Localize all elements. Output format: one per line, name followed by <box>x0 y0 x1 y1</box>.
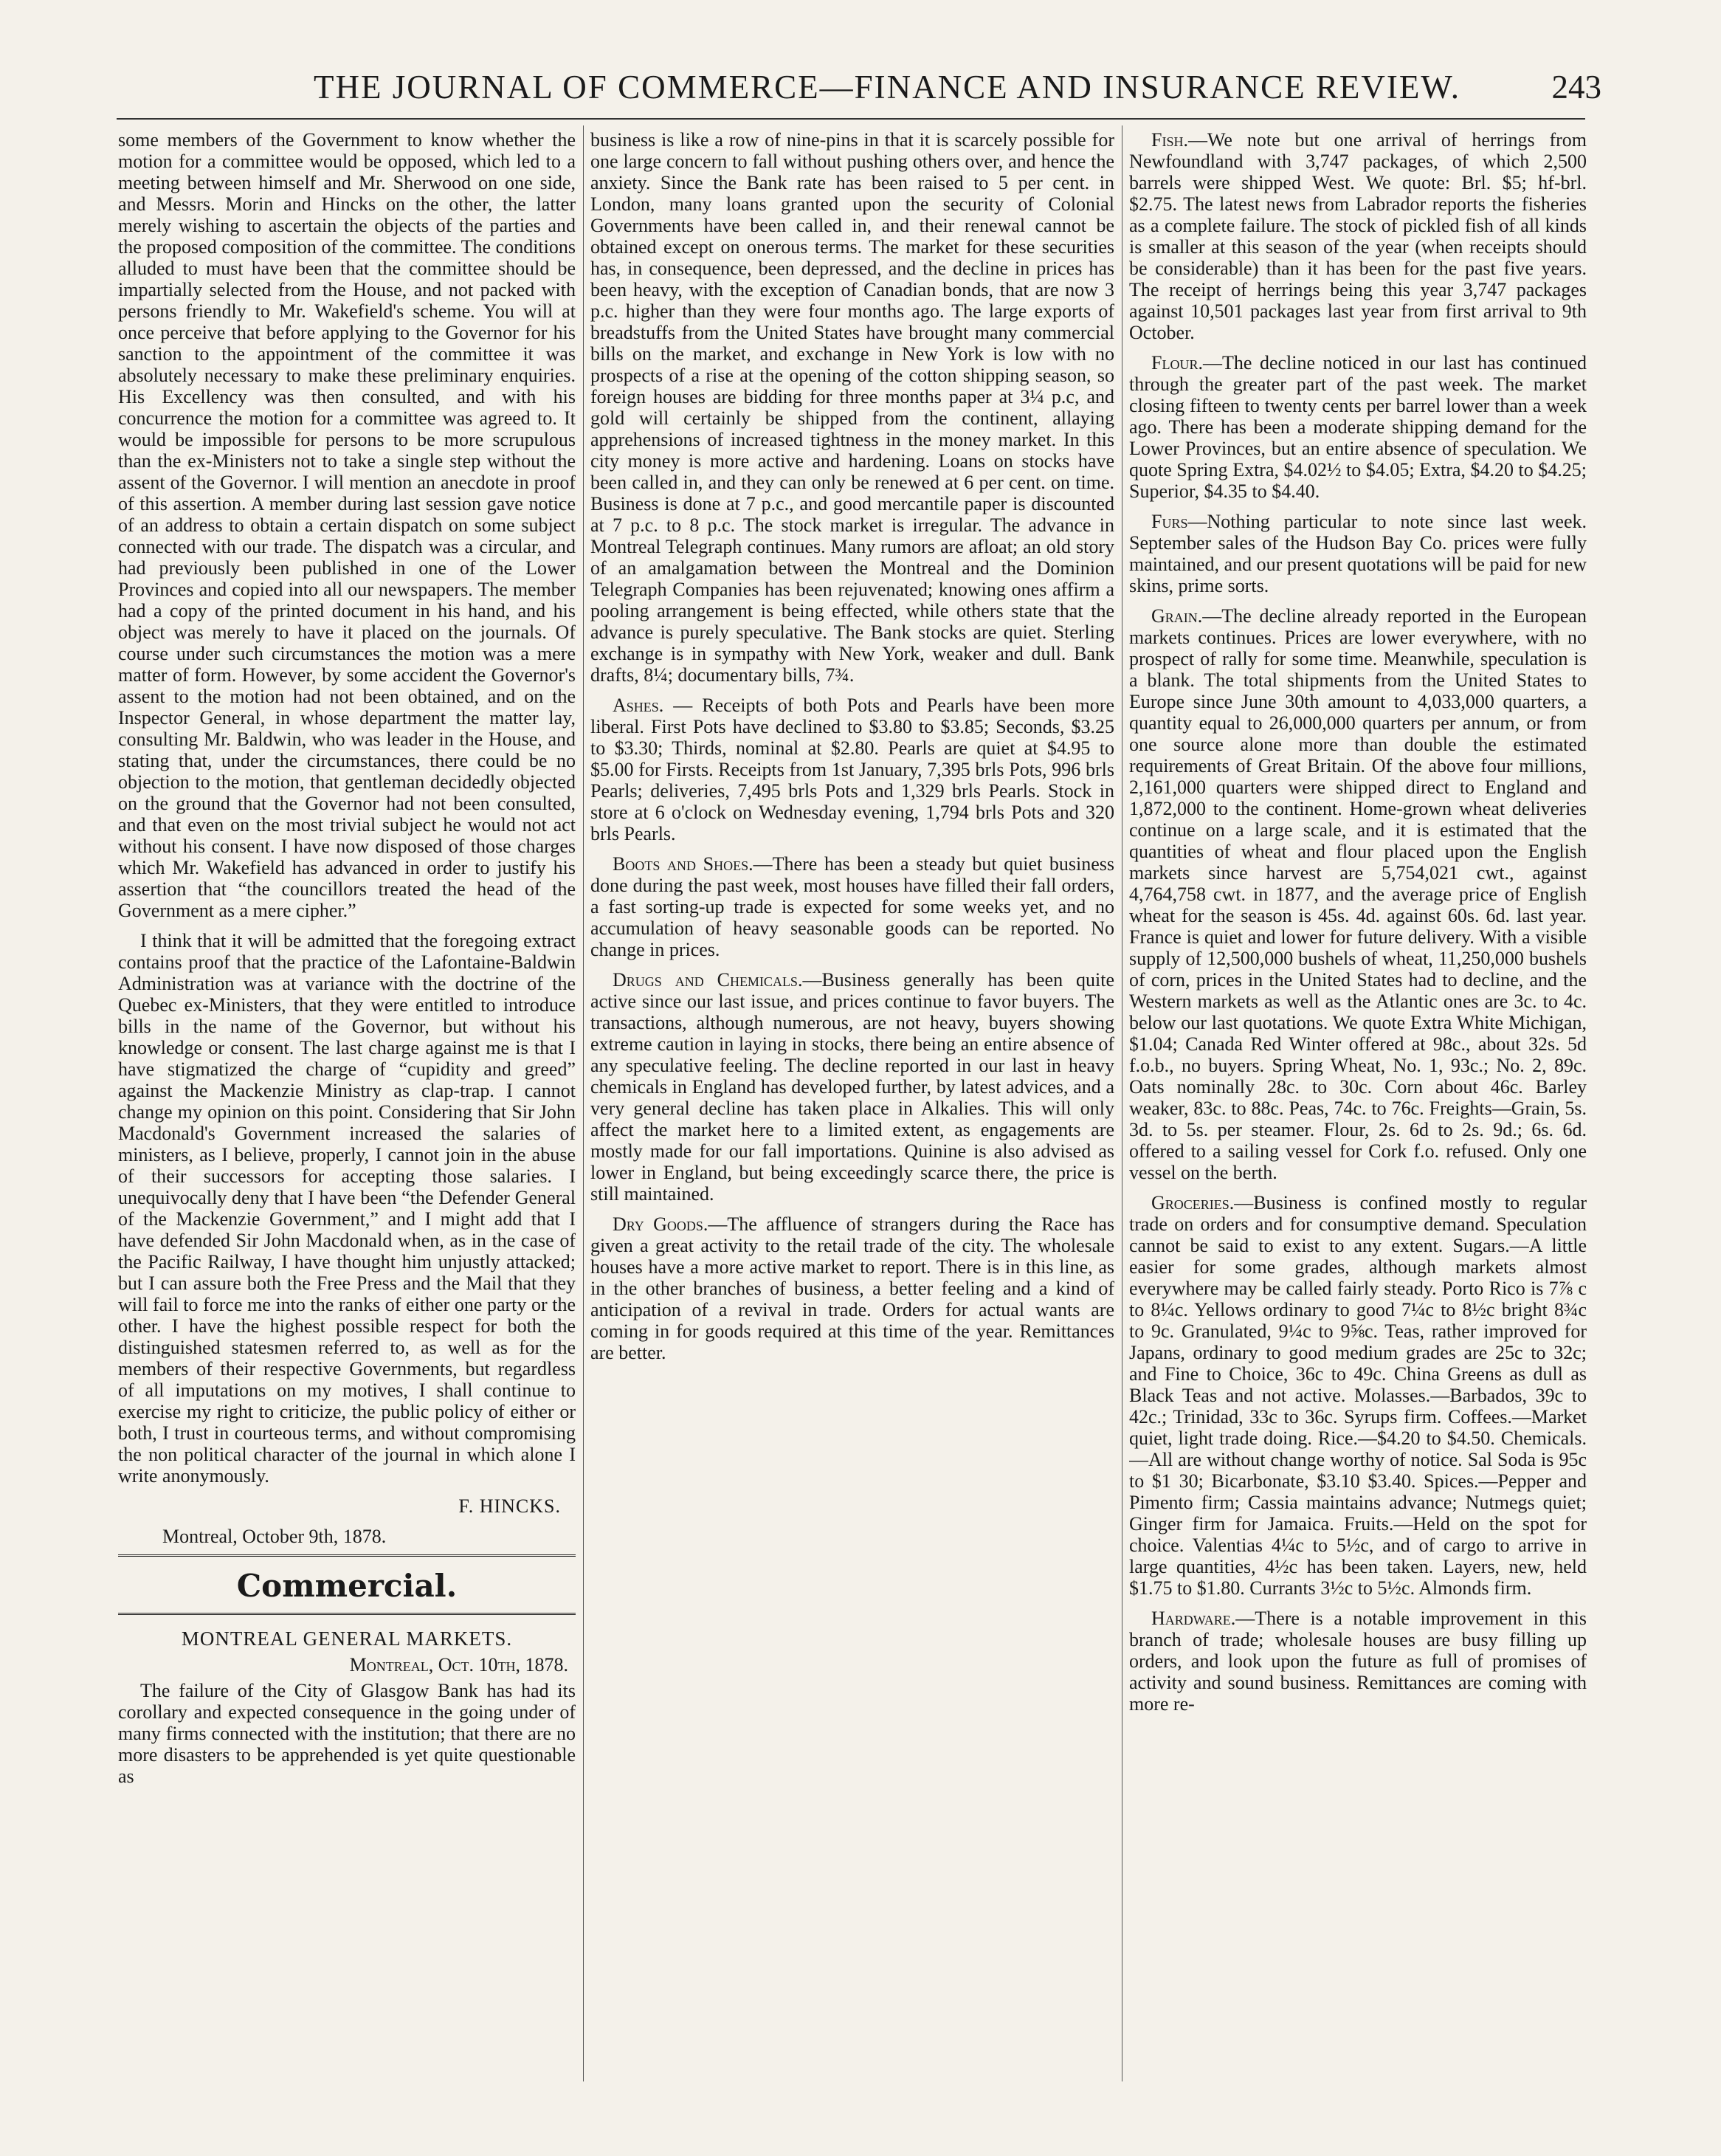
hardware-heading: Hardware. <box>1151 1608 1236 1629</box>
ashes-heading: Ashes. <box>613 695 664 716</box>
ashes-paragraph <box>590 695 1114 844</box>
page-number: 243 <box>1551 69 1601 106</box>
groceries-paragraph <box>1129 1192 1587 1599</box>
groceries-heading: Groceries. <box>1151 1192 1235 1213</box>
markets-title: MONTREAL GENERAL MARKETS. <box>181 1628 513 1650</box>
dry-goods-heading: Dry Goods. <box>613 1213 708 1235</box>
boots-text: —There has been a steady but quiet business done during the past week, most houses have filled their fall orders, a fast sorting-up trade is expected for some weeks yet, and no accumulation of heavy seasonable goods can be reported. No change in prices. <box>590 853 1114 960</box>
page-header <box>111 68 1601 115</box>
column-1 <box>118 129 576 2137</box>
flour-heading: Flour. <box>1151 352 1203 373</box>
drugs-paragraph <box>590 969 1114 1205</box>
furs-text: —Nothing particular to note since last week. September sales of the Hudson Bay Co. prices were fully maintained, and our present quotations will be paid for new skins, prime sorts. <box>1129 511 1587 596</box>
section-rule <box>118 1554 576 1560</box>
letter-paragraph: some members of the Government to know whether the motion for a committee would be opposed, which led to a meeting between himself and Mr. Sherwood on one side, and Messrs. Morin and Hincks on the other, the latter merely wishing to ascertain the objects of the parties and the proposed composition of the committee. The conditions alluded to must have been that the committee should be impartially selected from the House, and not packed with persons friendly to Mr. Wakefield's scheme. You will at once perceive that before applying to the Governor for his sanction to the appointment of the committee it was absolutely necessary to make these preliminary enquiries. His Excellency was then consulted, and with his concurrence the motion for a committee was agreed to. It would be impossible for persons to be more scrupulous than the ex-Ministers not to take a single step without the assent of the Governor. I will mention an anecdote in proof of this assertion. A member during last session gave notice of an address to obtain a certain dispatch on some subject connected with our trade. The dispatch was a circular, and had previously been published in one of the Lower Provinces and copied into all our newspapers. The member had a copy of the printed document in his hand, and his object was merely to have it placed on the journals. Of course under such circumstances the motion was a mere matter of form. However, by some accident the Governor's assent to the motion had not been obtained, and on the Inspector General, in whose department the matter lay, consulting Mr. Baldwin, who was leader in the House, and stating that, under the circumstances, there could be no objection to the motion, that gentleman decidedly objected on the ground that the Governor had not been consulted, and that even on the most trivial subject he would not act without his consent. I have now disposed of those charges which Mr. Wakefield has advanced in order to justify his assertion that “the councillors treated the head of the Government as a mere cipher.” <box>118 129 576 921</box>
drugs-heading: Drugs and Chemicals. <box>613 969 803 991</box>
header-rule <box>117 118 1585 120</box>
fish-text: —We note but one arrival of herrings from Newfoundland with 3,747 packages, of which 2,500 barrels were shipped West. We quote: Brl. $5; hf-brl. $2.75. The latest news from Labrador reports the fisheries as a complete failure. The stock of pickled fish of all kinds is smaller at this season of the year (when receipts should be considerable) than it has been for the past five years. The receipt of herrings being this year 3,747 packages against 10,501 packages last year from first arrival to 9th October. <box>1129 129 1587 343</box>
groceries-text: —Business is confined mostly to regular trade on orders and for consumptive demand. Speculation cannot be said to exist to any extent. Sugars.—A little easier for some grades, although markets almost everywhere may be called fairly steady. Porto Rico is 7⅞ c to 8¼c. Yellows ordinary to good 7¼c to 8½c bright 8¾c to 9c. Granulated, 9¼c to 9⅝c. Teas, rather improved for Japans, ordinary to good medium grades are 25c to 32c; and Fine to Choice, 36c to 49c. China Greens as dull as Black Teas and not active. Molasses.—Barbados, 39c to 42c.; Trinidad, 33c to 36c. Syrups firm. Coffees.—Market quiet, light trade doing. Rice.—$4.20 to $4.50. Chemicals.—All are without change worthy of notice. Sal Soda is 95c to $1 30; Bicarbonate, $3.10 $3.40. Spices.—Pepper and Pimento firm; Cassia maintains advance; Nutmegs quiet; Ginger firm for Jamaica. Fruits.—Held on the spot for choice. Valentias 4¼c to 5½c, and of cargo to arrive in large quantities, 4½c has been taken. Layers, new, held $1.75 to $1.80. Currants 3½c to 5½c. Almonds firm. <box>1129 1192 1587 1599</box>
markets-date: Montreal, Oct. 10th, 1878. <box>349 1654 568 1675</box>
market-paragraph: The failure of the City of Glasgow Bank has had its corollary and expected consequence in the going under of many firms connected with the institution; that there are no more disasters to be apprehended is yet quite questionable as <box>118 1680 576 1787</box>
dateline: Montreal, October 9th, 1878. <box>162 1526 387 1547</box>
hardware-paragraph <box>1129 1608 1587 1715</box>
column-2 <box>590 129 1114 2137</box>
furs-paragraph <box>1129 511 1587 596</box>
market-paragraph: business is like a row of nine-pins in that it is scarcely possible for one large concern to fall without pushing others over, and hence the anxiety. Since the Bank rate has been raised to 5 per cent. in London, many loans granted upon the security of Colonial Governments have been called in, and their renewal cannot be obtained except on onerous terms. The market for these securities has, in consequence, been depressed, and the decline in prices has been heavy, with the exception of Canadian bonds, that are now 3 p.c. higher than they were four months ago. The large exports of breadstuffs from the United States have brought many commercial bills on the market, and exchange in New York is low with no prospects of a rise at the opening of the cotton shipping season, so foreign houses are bidding for three months paper at 3¼ p.c, and gold will certainly be shipped from the continent, allaying apprehensions of increased tightness in the money market. In this city money is more active and hardening. Loans on stocks have been called in, and they can only be renewed at 6 per cent. on time. Business is done at 7 p.c., and good mercantile paper is discounted at 7 p.c. to 8 p.c. The stock market is irregular. The advance in Montreal Telegraph continues. Many rumors are afloat; an old story of an amalgamation between the Montreal and the Dominion Telegraph Companies has been rejuvenated; knowing ones affirm a pooling arrangement is being effected, while others state that the advance is purely speculative. The Bank stocks are quiet. Sterling exchange is in sympathy with New York, weaker and dull. Bank drafts, 8¼; documentary bills, 7¾. <box>590 129 1114 686</box>
column-3 <box>1129 129 1587 2137</box>
section-title: Commercial. <box>236 1568 458 1604</box>
signature: F. HINCKS. <box>458 1495 561 1517</box>
dry-goods-text: —The affluence of strangers during the Race has given a great activity to the retail trade of the city. The wholesale houses have a more active market to report. There is in this line, as in the other branches of business, a better feeling and a kind of anticipation of a revival in trade. Orders for actual wants are coming in for goods required at this time of the year. Remittances are better. <box>590 1213 1114 1363</box>
column-divider <box>583 125 584 2081</box>
grain-text: —The decline already reported in the European markets continues. Prices are lower everywhere, with no prospect of rally for some time. Meanwhile, speculation is a blank. The total shipments from the United States to Europe since June 30th amount to 4,033,000 quarters, a quantity equal to 26,000,000 quarters per annum, or from one source alone more than double the estimated requirements of Great Britain. Of the above four millions, 2,161,000 quarters were shipped direct to England and 1,872,000 to the continent. Home-grown wheat deliveries continue on a large scale, and it is estimated that the quantities of wheat and flour placed upon the English markets since harvest are 5,754,021 cwt., against 4,764,758 cwt. in 1877, and the average price of English wheat for the season is 45s. 4d. against 60s. 6d. last year. France is quiet and lower for future delivery. With a visible supply of 12,500,000 bushels of wheat, 11,250,000 bushels of corn, prices in the United States had to decline, and the Western markets as well as the Atlantic ones are 3c. to 4c. below our last quotations. We quote Extra White Michigan, $1.04; Canada Red Winter offered at 98c., about 32s. 5d f.o.b., no buyers. Spring Wheat, No. 1, 93c.; No. 2, 89c. Oats nominally 28c. to 30c. Corn about 46c. Barley weaker, 83c. to 88c. Peas, 74c. to 76c. Freights—Grain, 5s. 3d. to 5s. per steamer. Flour, 2s. 6d to 2s. 9d.; 6s. 6d. offered to a sailing vessel for Cork f.o. refused. Only one vessel on the berth. <box>1129 605 1587 1183</box>
fish-heading: Fish. <box>1151 129 1188 151</box>
flour-paragraph <box>1129 352 1587 502</box>
boots-paragraph <box>590 853 1114 960</box>
grain-heading: Grain. <box>1151 605 1203 627</box>
drugs-text: —Business generally has been quite active since our last issue, and prices continue to favor buyers. The transactions, although numerous, are not heavy, buyers showing extreme caution in laying in stocks, there being an entire absence of any speculative feeling. The decline reported in our last in heavy chemicals in England has developed further, by latest advices, and a very general decline has taken place in Alkalies. This will only affect the market here to a limited extent, as engagements are mostly made for our fall importations. Quinine is also advised as lower in England, but being exceedingly scarce there, the price is still maintained. <box>590 969 1114 1205</box>
letter-paragraph: I think that it will be admitted that the foregoing extract contains proof that the practice of the Lafontaine-Baldwin Administration was at variance with the doctrine of the Quebec ex-Ministers, that they were entitled to introduce bills in the name of the Governor, but without his knowledge or consent. The last charge against me is that I have stigmatized the charge of “cupidity and greed” against the Mackenzie Ministry as clap-trap. I cannot change my opinion on this point. Considering that Sir John Macdonald's Government increased the salaries of ministers, as I believe, properly, I cannot join in the abuse of their successors for accepting those salaries. I unequivocally deny that I have been “the Defender General of the Mackenzie Government,” and I might add that I have defended Sir John Macdonald when, as in the case of the Pacific Railway, I have thought him unjustly attacked; but I can assure both the Free Press and the Mail that they will fail to force me into the ranks of either one party or the other. I have the highest possible respect for both the distinguished statesmen referred to, as well as for the members of their respective Governments, but regardless of all imputations on my motives, I shall continue to exercise my right to criticize, the public policy of either or both, I trust in courteous terms, and without compromising the non political character of the journal in which alone I write anonymously. <box>118 930 576 1487</box>
boots-heading: Boots and Shoes. <box>613 853 753 875</box>
fish-paragraph <box>1129 129 1587 343</box>
flour-text: —The decline noticed in our last has continued through the greater part of the past week. The market closing fifteen to twenty cents per barrel lower than a week ago. There has been a moderate shipping demand for the Lower Provinces, but an entire absence of speculation. We quote Spring Extra, $4.02½ to $4.05; Extra, $4.20 to $4.25; Superior, $4.35 to $4.40. <box>1129 352 1587 502</box>
furs-heading: Furs <box>1151 511 1188 532</box>
journal-title: THE JOURNAL OF COMMERCE—FINANCE AND INSURANCE REVIEW. <box>314 69 1460 106</box>
grain-paragraph <box>1129 605 1587 1183</box>
section-rule <box>118 1613 576 1618</box>
hardware-text: —There is a notable improvement in this branch of trade; wholesale houses are busy filling up orders, and look upon the future as full of promises of activity and sound business. Remittances are coming with more re- <box>1129 1608 1587 1715</box>
ashes-text: — Receipts of both Pots and Pearls have been more liberal. First Pots have declined to $3.80 to $3.85; Seconds, $3.25 to $3.30; Thirds, nominal at $2.80. Pearls are quiet at $4.95 to $5.00 for Firsts. Receipts from 1st January, 7,395 brls Pots, 996 brls Pearls; deliveries, 7,495 brls Pots and 1,329 brls Pearls. Stock in store at 6 o'clock on Wednesday evening, 1,794 brls Pots and 320 brls Pearls. <box>590 695 1114 844</box>
dry-goods-paragraph <box>590 1213 1114 1363</box>
